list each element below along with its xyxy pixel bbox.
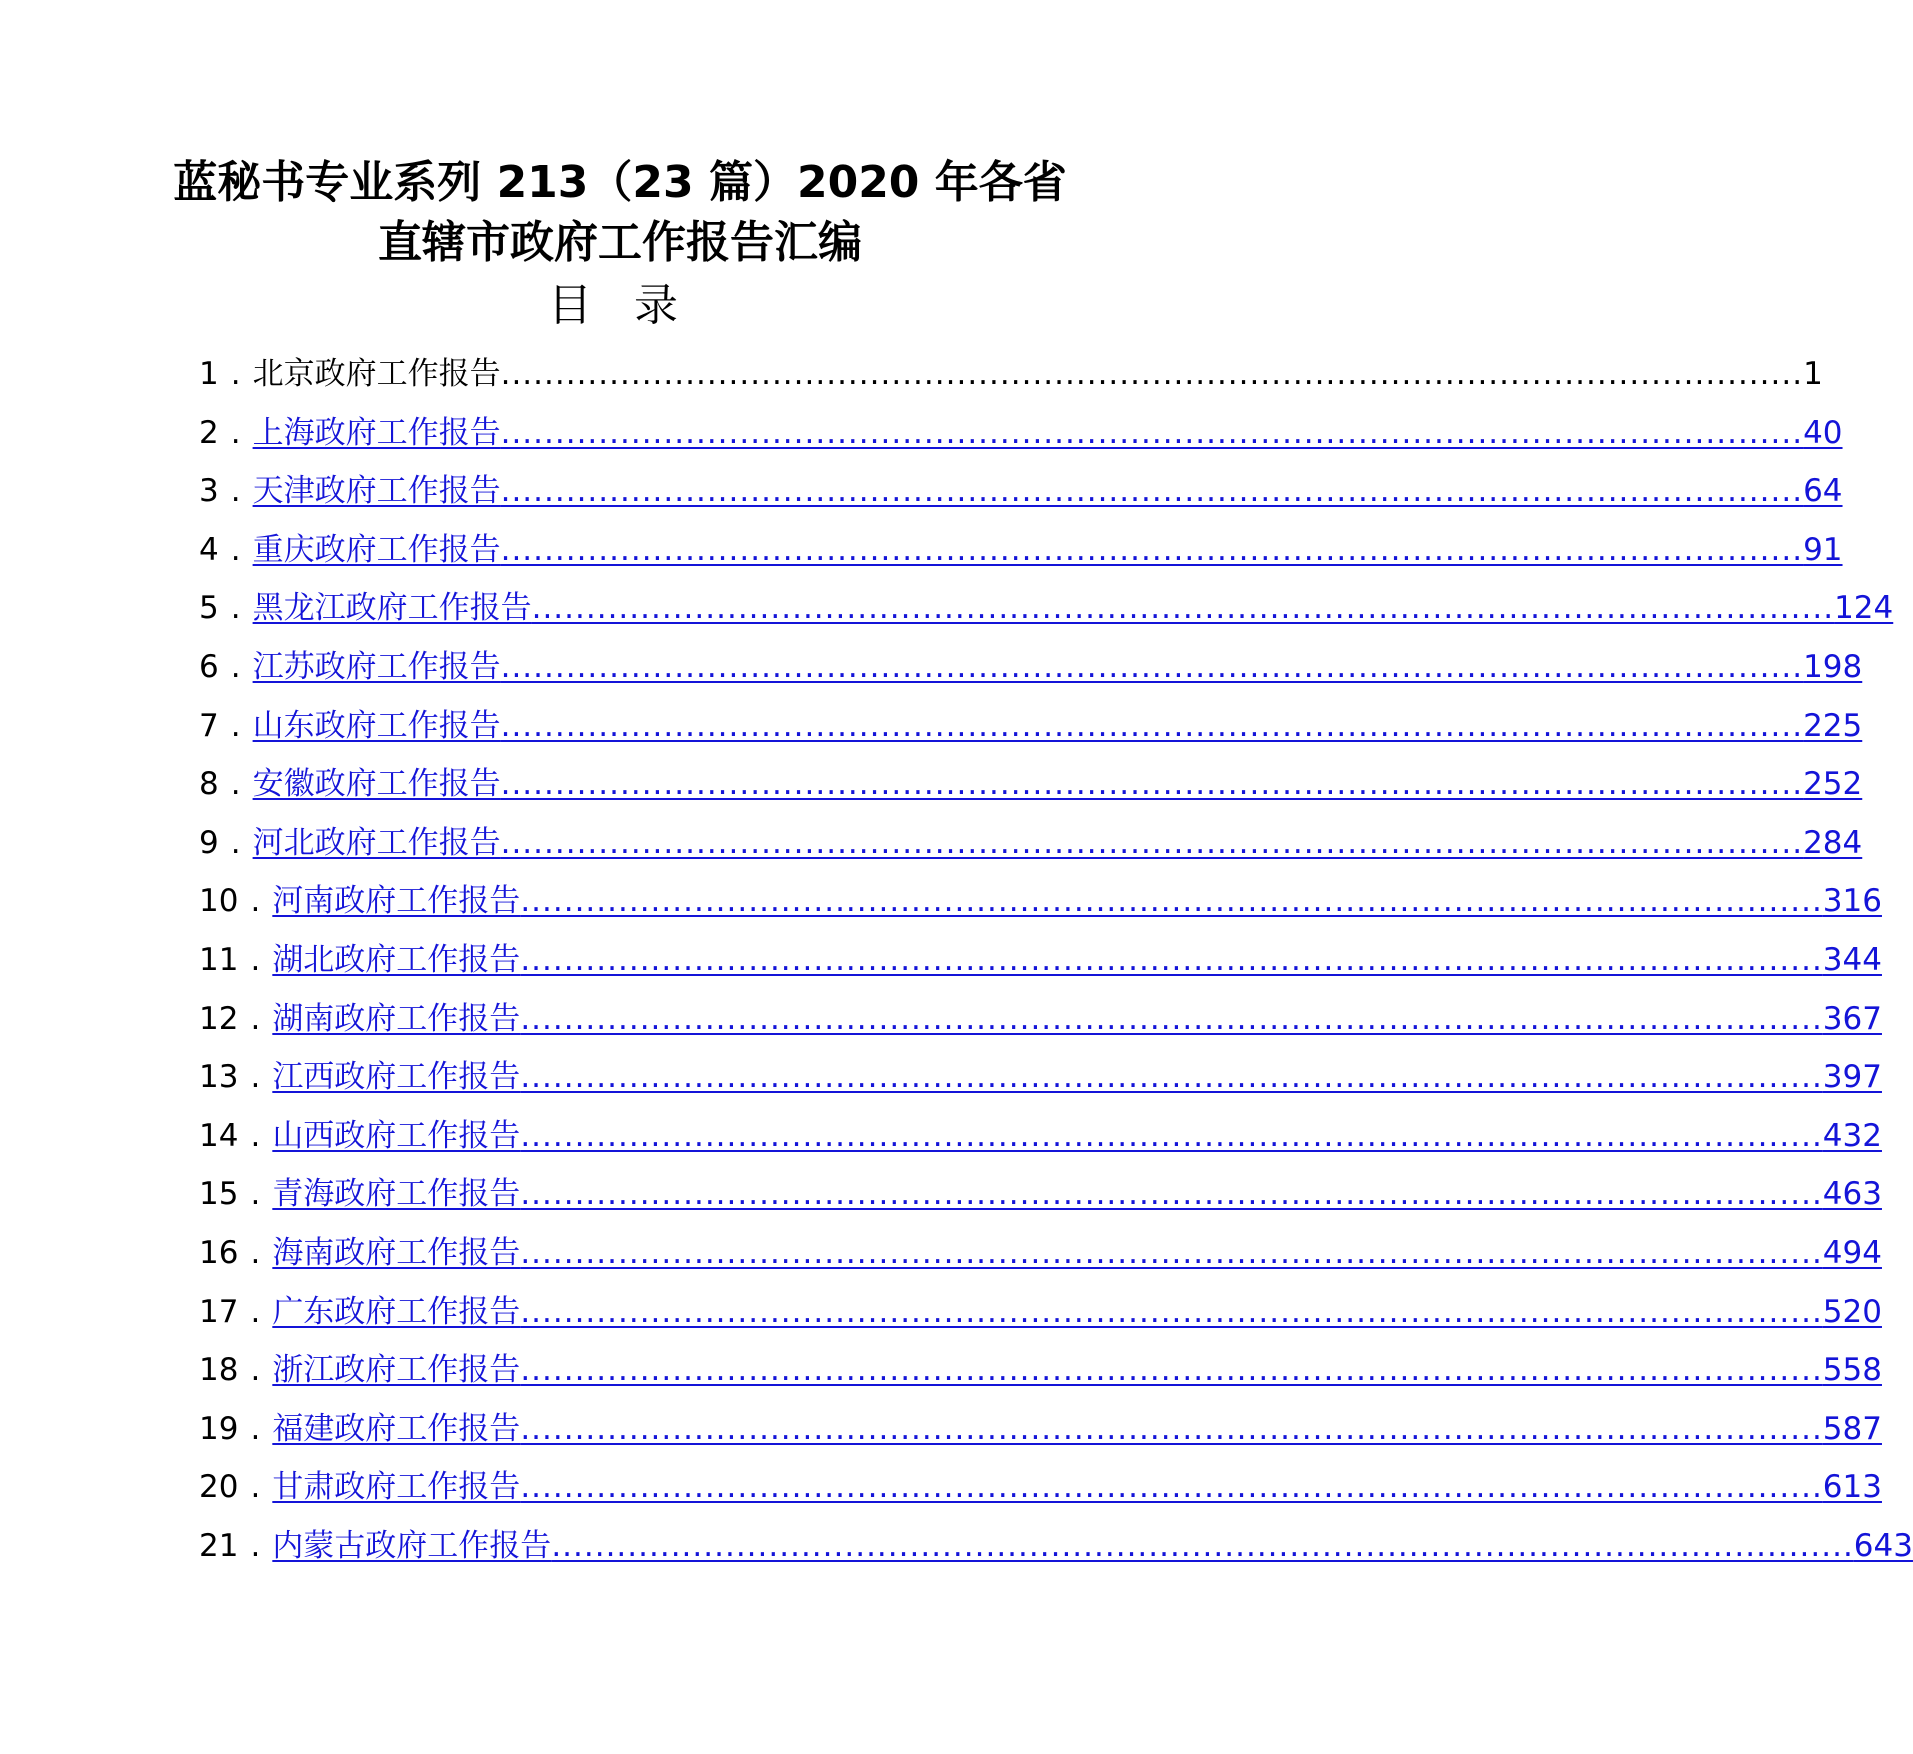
toc-entry-number: 14 [199,1117,239,1154]
toc-entry-link[interactable] [252,404,1843,463]
toc-entry-number: 10 [199,883,239,920]
toc-entry-page-number: 40 [1803,414,1843,451]
toc-entry-link[interactable] [272,931,1882,990]
toc-entry-separator: . [250,1469,261,1506]
toc-entry-separator: . [250,1059,261,1096]
toc-entry-page-number: 643 [1853,1527,1913,1564]
toc-entry-link[interactable] [272,872,1882,931]
toc-entry [199,521,1843,580]
toc-entry-page-number: 520 [1822,1293,1882,1330]
toc-entry-title: 北京政府工作报告 [252,356,501,392]
toc-entry-number: 20 [199,1469,239,1506]
toc-entry-number: 8 [199,766,219,803]
toc-entry-separator: . [230,531,241,568]
toc-entry-leader-dots: ........................................................................................................................ [500,766,1804,803]
toc-entry-title: 海南政府工作报告 [272,1234,521,1271]
toc-entry-page-number: 252 [1803,766,1863,803]
document-title-line-1: 蓝秘书专业系列 213（23 篇）2020 年各省 [173,157,1067,208]
toc-entry-title: 青海政府工作报告 [272,1176,521,1213]
toc-entry-page-number: 397 [1822,1059,1882,1096]
toc-entry-page-number: 587 [1822,1410,1882,1447]
toc-entry [199,1283,1882,1342]
toc-entry-page-number: 494 [1822,1234,1882,1271]
toc-entry-title: 黑龙江政府工作报告 [252,590,532,627]
toc-entry [199,1400,1882,1459]
toc-entry-number: 7 [199,707,219,744]
toc-entry-leader-dots: ........................................................................................................................ [520,883,1823,920]
toc-entry-page-number: 558 [1822,1352,1882,1389]
toc-entry-title: 浙江政府工作报告 [272,1352,521,1389]
toc-entry-link[interactable] [272,1400,1882,1459]
toc-entry-number: 4 [199,531,219,568]
toc-entry-leader-dots: ........................................................................................................................ [520,1469,1823,1506]
toc-entry-separator: . [250,1176,261,1213]
toc-entry-number: 15 [199,1176,239,1213]
toc-entry-page-number: 316 [1822,883,1882,920]
document-title-line-2: 直辖市政府工作报告汇编 [378,217,862,268]
toc-entry-number: 16 [199,1234,239,1271]
toc-entry [199,1458,1882,1517]
toc-entry-leader-dots: ........................................................................................................................ [520,1352,1823,1389]
toc-entry-separator: . [250,1000,261,1037]
toc-entry-number: 9 [199,824,219,861]
toc-entry-separator: . [230,590,241,627]
toc-entry-number: 21 [199,1527,239,1564]
toc-entry-link[interactable] [272,990,1882,1049]
toc-entry-title: 重庆政府工作报告 [252,531,501,568]
toc-entry-leader-dots: ........................................................................................................................ [500,356,1804,392]
toc-entry-leader-dots: ........................................................................................................................ [500,824,1804,861]
toc-entry-separator: . [250,883,261,920]
toc-entry-leader-dots: ........................................................................................................................ [500,531,1804,568]
toc-entry-separator: . [250,1352,261,1389]
toc-entry [199,872,1882,931]
toc-heading: 目 录 [548,280,692,331]
toc-entry-page-number: 124 [1834,590,1894,627]
toc-entry-page-number: 367 [1822,1000,1882,1037]
toc-entry-page-number: 64 [1803,473,1843,510]
toc-entry-title: 湖北政府工作报告 [272,941,521,978]
toc-entry-separator: . [250,1117,261,1154]
toc-entry-separator: . [250,1410,261,1447]
toc-entry-leader-dots: ........................................................................................................................ [520,1059,1823,1096]
toc-entry-title: 内蒙古政府工作报告 [272,1527,552,1564]
toc-entry-number: 13 [199,1059,239,1096]
toc-entry [199,404,1843,463]
toc-entry-number: 18 [199,1352,239,1389]
toc-entry-link[interactable] [252,814,1863,873]
toc-entry-leader-dots: ........................................................................................................................ [520,1000,1823,1037]
toc-entry-title: 广东政府工作报告 [272,1293,521,1330]
toc-entry-page-number: 284 [1803,824,1863,861]
toc-entry-separator: . [250,941,261,978]
toc-entry [199,931,1882,990]
toc-entry-title: 福建政府工作报告 [272,1410,521,1447]
toc-entry-separator: . [250,1527,261,1564]
toc-entry-title: 湖南政府工作报告 [272,1000,521,1037]
toc-entry-separator: . [230,473,241,510]
toc-entry [199,1341,1882,1400]
toc-entry-title: 河南政府工作报告 [272,883,521,920]
toc-entry-leader-dots: ........................................................................................................................ [500,648,1804,685]
toc-entry-separator: . [230,648,241,685]
toc-entry-link[interactable] [252,638,1863,697]
toc-entry-number: 12 [199,1000,239,1037]
toc-entry-link[interactable] [272,1341,1882,1400]
toc-entry-separator: . [230,356,241,392]
toc-entry-number: 3 [199,473,219,510]
toc-entry-separator: . [250,1293,261,1330]
toc-entry-link[interactable] [272,1224,1882,1283]
toc-entry [199,697,1863,756]
toc-entry-page-number: 432 [1822,1117,1882,1154]
toc-entry [199,1517,1913,1576]
toc-entry-leader-dots: ........................................................................................................................ [520,1293,1823,1330]
toc-entry [199,1107,1882,1166]
toc-entry-link[interactable] [252,697,1863,756]
table-of-contents [199,345,1913,1575]
toc-entry-leader-dots: ........................................................................................................................ [500,707,1804,744]
toc-entry-page-number: 91 [1803,531,1843,568]
toc-entry-leader-dots: ........................................................................................................................ [520,941,1823,978]
toc-entry-link[interactable] [252,345,1823,404]
toc-entry-title: 江苏政府工作报告 [252,648,501,685]
toc-entry-leader-dots: ........................................................................................................................ [551,1527,1854,1564]
toc-entry-separator: . [230,824,241,861]
toc-entry-link[interactable] [272,1517,1913,1576]
toc-entry-page-number: 225 [1803,707,1863,744]
toc-entry [199,345,1823,404]
toc-entry-title: 甘肃政府工作报告 [272,1469,521,1506]
toc-entry-link[interactable] [272,1048,1882,1107]
toc-entry-link[interactable] [252,462,1843,521]
toc-entry-link[interactable] [272,1283,1882,1342]
toc-entry [199,1224,1882,1283]
toc-entry-title: 河北政府工作报告 [252,824,501,861]
toc-entry-number: 1 [199,356,219,392]
toc-entry-leader-dots: ........................................................................................................................ [520,1117,1823,1154]
toc-entry-title: 山东政府工作报告 [252,707,501,744]
toc-entry [199,1165,1882,1224]
toc-entry-link[interactable] [272,1165,1882,1224]
toc-entry-separator: . [230,707,241,744]
toc-entry-leader-dots: ........................................................................................................................ [520,1176,1823,1213]
toc-entry-number: 19 [199,1410,239,1447]
toc-entry-link[interactable] [272,1458,1882,1517]
toc-entry-link[interactable] [272,1107,1882,1166]
toc-entry [199,755,1863,814]
toc-entry-leader-dots: ........................................................................................................................ [520,1234,1823,1271]
toc-entry-separator: . [230,766,241,803]
toc-entry-number: 6 [199,648,219,685]
toc-entry-title: 江西政府工作报告 [272,1059,521,1096]
toc-entry [199,638,1863,697]
toc-entry-number: 17 [199,1293,239,1330]
toc-entry-page-number: 198 [1803,648,1863,685]
toc-entry-link[interactable] [252,579,1894,638]
toc-entry-leader-dots: ........................................................................................................................ [500,473,1804,510]
toc-entry-number: 2 [199,414,219,451]
toc-entry-page-number: 344 [1822,941,1882,978]
toc-entry-link[interactable] [252,755,1863,814]
toc-entry-separator: . [250,1234,261,1271]
toc-entry [199,1048,1882,1107]
toc-entry-link[interactable] [252,521,1843,580]
toc-entry-title: 安徽政府工作报告 [252,766,501,803]
toc-entry-page-number: 613 [1822,1469,1882,1506]
toc-entry-number: 5 [199,590,219,627]
toc-entry-title: 山西政府工作报告 [272,1117,521,1154]
toc-entry [199,990,1882,1049]
toc-entry-leader-dots: ........................................................................................................................ [520,1410,1823,1447]
toc-entry-leader-dots: ........................................................................................................................ [531,590,1835,627]
toc-entry [199,462,1843,521]
toc-entry [199,814,1863,873]
toc-entry-title: 上海政府工作报告 [252,414,501,451]
toc-entry-number: 11 [199,941,239,978]
toc-entry-page-number: 463 [1822,1176,1882,1213]
toc-entry-separator: . [230,414,241,451]
toc-entry [199,579,1894,638]
toc-entry-title: 天津政府工作报告 [252,473,501,510]
toc-entry-page-number: 1 [1803,356,1823,392]
toc-entry-leader-dots: ........................................................................................................................ [500,414,1804,451]
